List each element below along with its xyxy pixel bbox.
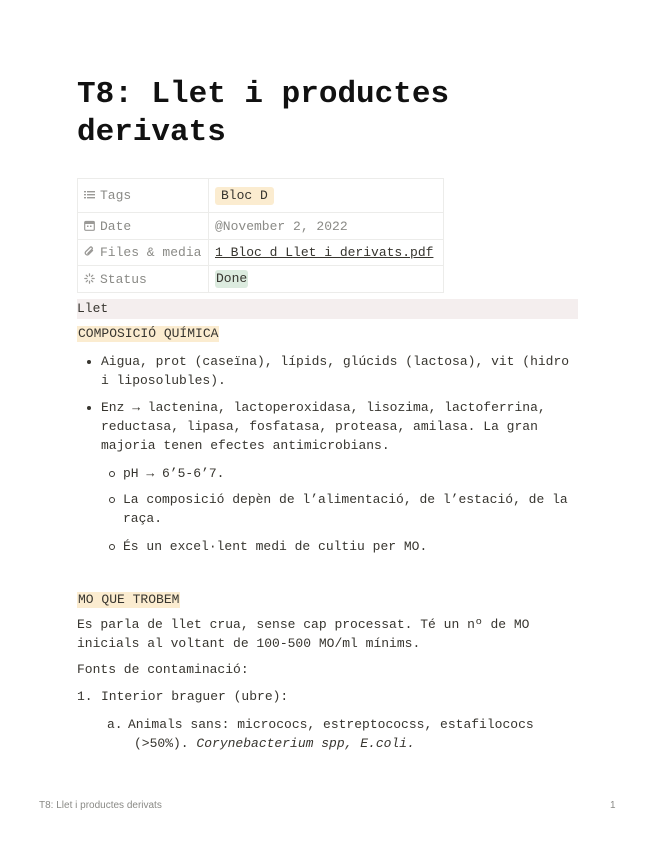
section-heading-composicio: COMPOSICIÓ QUÍMICA bbox=[78, 326, 219, 341]
subbullet-1: pH → 6’5-6’7. bbox=[123, 466, 225, 481]
file-link[interactable]: 1 Bloc d Llet i derivats.pdf bbox=[215, 245, 434, 260]
subbullet-2-line-2: raça. bbox=[123, 511, 163, 526]
section-heading-mo: MO QUE TROBEM bbox=[78, 592, 180, 607]
property-label-tags: Tags bbox=[100, 188, 132, 203]
property-label-date: Date bbox=[100, 218, 132, 234]
property-key-status bbox=[78, 266, 209, 293]
status-spinner-icon bbox=[84, 273, 95, 284]
paragraph-2: Fonts de contaminació: bbox=[77, 662, 249, 677]
bullet-2-line-2: reductasa, lipasa, fosfatasa, proteasa, amilasa. La gran bbox=[101, 419, 538, 434]
bullet-1-line-2: i liposolubles). bbox=[101, 373, 226, 388]
paragraph-1-line-2: inicials al voltant de 100-500 MO/ml mínims. bbox=[77, 636, 421, 651]
subbullet-2-line-1: La composició depèn de l’alimentació, de l’estació, de la bbox=[123, 492, 568, 507]
bullet-2-line-3: majoria tenen efectes antimicrobians. bbox=[101, 438, 390, 453]
status-badge[interactable]: Done bbox=[216, 271, 248, 286]
property-key-date bbox=[78, 213, 209, 240]
page-title: T8: Llet i productes derivats bbox=[77, 77, 450, 150]
list-item-1a-line-1: Animals sans: micrococs, estreptococss, estafilococs bbox=[128, 717, 534, 732]
toggle-label: Llet bbox=[77, 301, 109, 316]
list-letter-a: a. bbox=[107, 717, 123, 732]
property-value-date[interactable] bbox=[209, 213, 444, 240]
bullet-marker bbox=[87, 406, 91, 410]
paperclip-icon bbox=[84, 246, 95, 257]
footer-page-number: 1 bbox=[610, 800, 616, 811]
footer-title: T8: Llet i productes derivats bbox=[39, 800, 162, 811]
subbullet-marker bbox=[109, 497, 115, 503]
property-row-files bbox=[78, 240, 444, 266]
date-value[interactable]: @November 2, 2022 bbox=[215, 218, 348, 234]
list-item-1a-line-2 bbox=[134, 734, 415, 753]
list-icon bbox=[84, 189, 95, 200]
property-value-tags[interactable] bbox=[209, 179, 444, 213]
property-row-status bbox=[78, 266, 444, 293]
list-item-1a-plain: (>50%). bbox=[134, 736, 197, 751]
property-key-tags bbox=[78, 179, 209, 213]
properties-table bbox=[77, 178, 444, 293]
property-value-status[interactable] bbox=[209, 266, 444, 293]
toggle-heading-llet[interactable] bbox=[77, 299, 578, 319]
property-value-files[interactable] bbox=[209, 240, 444, 266]
property-row-date bbox=[78, 213, 444, 240]
bullet-2-line-1: Enz → lactenina, lactoperoxidasa, lisozima, lactoferrina, bbox=[101, 400, 546, 415]
property-key-files bbox=[78, 240, 209, 266]
bullet-1-line-1: Aigua, prot (caseïna), lípids, glúcids (lactosa), vit (hidro bbox=[101, 354, 570, 369]
list-item-1a-italic: Corynebacterium spp, E.coli. bbox=[196, 736, 415, 751]
paragraph-1-line-1: Es parla de llet crua, sense cap processat. Té un nº de MO bbox=[77, 617, 530, 632]
list-item-1: Interior braguer (ubre): bbox=[101, 689, 289, 704]
property-label-files: Files & media bbox=[100, 245, 202, 260]
property-label-status: Status bbox=[100, 271, 147, 287]
subbullet-marker bbox=[109, 471, 115, 477]
list-number-1: 1. bbox=[77, 689, 93, 704]
calendar-icon bbox=[84, 220, 95, 231]
property-row-tags bbox=[78, 179, 444, 213]
subbullet-marker bbox=[109, 544, 115, 550]
bullet-marker bbox=[87, 360, 91, 364]
subbullet-3: És un excel·lent medi de cultiu per MO. bbox=[123, 539, 428, 554]
tag-pill[interactable]: Bloc D bbox=[215, 187, 274, 205]
